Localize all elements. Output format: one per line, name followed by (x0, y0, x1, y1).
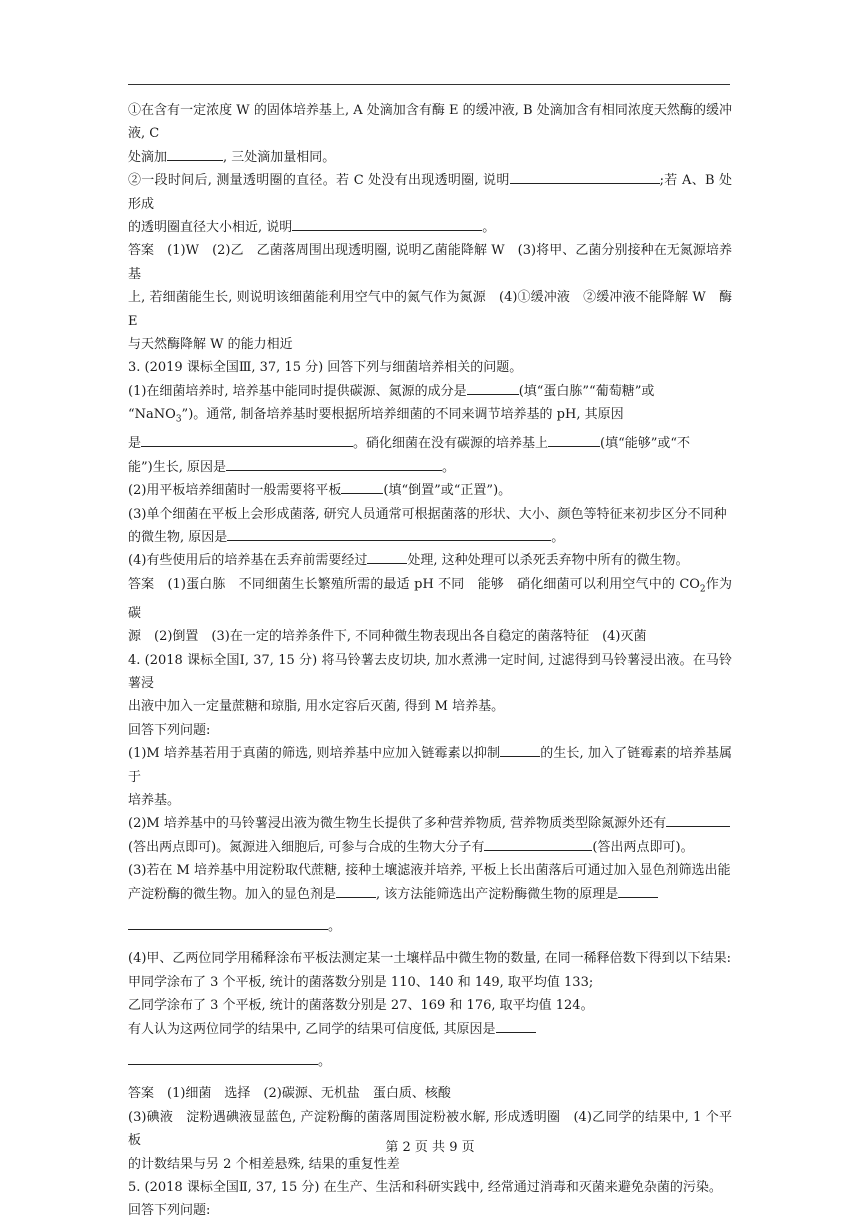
text-line: 回答下列问题: (128, 1203, 211, 1219)
text-line: ①在含有一定浓度 W 的固体培养基上, A 处滴加含有酶 E 的缓冲液, B 处滴加含有相同浓度天然酶的缓冲液, C (128, 103, 732, 142)
answer-blank[interactable] (496, 1019, 536, 1033)
text-line: (答出两点即可)。氮源进入细胞后, 可参与合成的生物大分子有 (答出两点即可)。 (128, 836, 732, 859)
answer-blank[interactable] (141, 433, 353, 447)
text-line: (2)M 培养基中的马铃薯浸出液为微生物生长提供了多种营养物质, 营养物质类型除氮源外还有 (128, 812, 732, 835)
page-label: 页 (461, 1140, 475, 1155)
text-line: 乙同学涂布了 3 个平板, 统计的菌落数分别是 27、169 和 176, 取平均值 124。 (128, 998, 594, 1014)
answer-blank[interactable] (500, 743, 540, 757)
answer-blank[interactable] (467, 381, 519, 395)
text-line: 的微生物, 原因是 。 (128, 526, 732, 549)
text-line: (1)M 培养基若用于真菌的筛选, 则培养基中应加入链霉素以抑制 的生长, 加入了链霉素的培养基属于 (128, 742, 732, 789)
text-line: (3)若在 M 培养基中用淀粉取代蔗糖, 接种土壤滤液并培养, 平板上长出菌落后可通过加入显色剂筛选出能 (128, 863, 731, 879)
question-title: 5. (2018 课标全国Ⅱ, 37, 15 分) 在生产、生活和科研实践中, 经常通过消毒和灭菌来避免杂菌的污染。 (128, 1180, 722, 1196)
answer-line: 源 (2)倒置 (3)在一定的培养条件下, 不同种微生物表现出各自稳定的菌落特征 (4)灭菌 (128, 629, 647, 645)
page-label: 页 共 (414, 1140, 446, 1155)
answer-blank[interactable] (484, 837, 592, 851)
answer-line: 上, 若细菌能生长, 则说明该细菌能利用空气中的氮气作为氮源 (4)①缓冲液 ②缓冲液不能降解 W 酶 E (128, 290, 732, 329)
text-line: 培养基。 (128, 792, 181, 808)
text-line: 。 (128, 915, 732, 938)
answer-blank[interactable] (510, 170, 660, 184)
answer-blank[interactable] (226, 457, 442, 471)
answer-blank[interactable] (292, 217, 482, 231)
page-footer (0, 1136, 860, 1155)
answer-blank[interactable] (167, 147, 223, 161)
page-current: 2 (402, 1140, 411, 1155)
text-line: 处滴加 , 三处滴加量相同。 (128, 146, 732, 169)
answer-blank[interactable] (336, 884, 376, 898)
answer-blank[interactable] (227, 527, 551, 541)
text-line: 的透明圈直径大小相近, 说明 。 (128, 216, 732, 239)
answer-line: 答案 (1)蛋白胨 不同细菌生长繁殖所需的最适 pH 不同 能够 硝化细菌可以利用空气中的 $CO_2$作为碳 (128, 576, 732, 621)
text-line: 能”)生长, 原因是 。 (128, 456, 732, 479)
answer-blank[interactable] (618, 884, 658, 898)
text-line: 甲同学涂布了 3 个平板, 统计的菌落数分别是 110、140 和 149, 取平均值 133; (128, 974, 594, 990)
answer-line: (3)碘液 淀粉遇碘液显蓝色, 产淀粉酶的菌落周围淀粉被水解, 形成透明圈 (4)乙同学的结果中, 1 个平板 (128, 1109, 732, 1149)
answer-blank[interactable] (128, 1051, 318, 1065)
text-line: (4)甲、乙两位同学用稀释涂布平板法测定某一土壤样品中微生物的数量, 在同一稀释倍数下得到以下结果: (128, 951, 732, 967)
text-line: (1)在细菌培养时, 培养基中能同时提供碳源、氮源的成分是 (填“蛋白胨”“葡萄糖”或 (128, 380, 732, 403)
answer-blank[interactable] (367, 550, 407, 564)
question-title: 4. (2018 课标全国Ⅰ, 37, 15 分) 将马铃薯去皮切块, 加水煮沸一定时间, 过滤得到马铃薯浸出液。在马铃薯浸 (128, 652, 732, 691)
text-line: (4)有些使用后的培养基在丢弃前需要经过 处理, 这种处理可以杀死丢弃物中所有的微生物。 (128, 549, 732, 572)
text-line: (2)用平板培养细菌时一般需要将平板 (填“倒置”或“正置”)。 (128, 479, 732, 502)
answer-line: 答案 (1)细菌 选择 (2)碳源、无机盐 蛋白质、核酸 (128, 1086, 451, 1102)
text-line: 产淀粉酶的微生物。加入的显色剂是 , 该方法能筛选出产淀粉酶微生物的原理是 (128, 883, 732, 906)
page-total: 9 (449, 1140, 458, 1155)
answer-blank[interactable] (548, 433, 600, 447)
text-line: (3)单个细菌在平板上会形成菌落, 研究人员通常可根据菌落的形状、大小、颜色等特征来初步区分不同种 (128, 506, 727, 522)
question-title: 3. (2019 课标全国Ⅲ, 37, 15 分) 回答下列与细菌培养相关的问题。 (128, 360, 523, 376)
text-line: 是 。硝化细菌在没有碳源的培养基上 (填“能够”或“不 (128, 432, 732, 455)
document-body (128, 99, 732, 1223)
text-line: 回答下列问题: (128, 722, 211, 738)
text-line: 。 (128, 1050, 732, 1073)
answer-blank[interactable] (341, 480, 383, 494)
header-rule (128, 84, 730, 85)
answer-line: 与天然酶降解 W 的能力相近 (128, 337, 293, 353)
text-line: 出液中加入一定量蔗糖和琼脂, 用水定容后灭菌, 得到 M 培养基。 (128, 699, 505, 715)
answer-line: 答案 (1)W (2)乙 乙菌落周围出现透明圈, 说明乙菌能降解 W (3)将甲、乙菌分别接种在无氮源培养基 (128, 243, 732, 282)
page-label: 第 (385, 1140, 399, 1155)
answer-blank[interactable] (666, 813, 730, 827)
text-line: “NaNO$_3$”)。通常, 制备培养基时要根据所培养细菌的不同来调节培养基的 pH, 其原因 (128, 407, 624, 425)
answer-line: 的计数结果与另 2 个相差悬殊, 结果的重复性差 (128, 1156, 400, 1172)
text-line: 有人认为这两位同学的结果中, 乙同学的结果可信度低, 其原因是 (128, 1018, 732, 1041)
text-line: ②一段时间后, 测量透明圈的直径。若 C 处没有出现透明圈, 说明 ;若 A、B 处形成 (128, 169, 732, 216)
answer-blank[interactable] (128, 916, 328, 930)
